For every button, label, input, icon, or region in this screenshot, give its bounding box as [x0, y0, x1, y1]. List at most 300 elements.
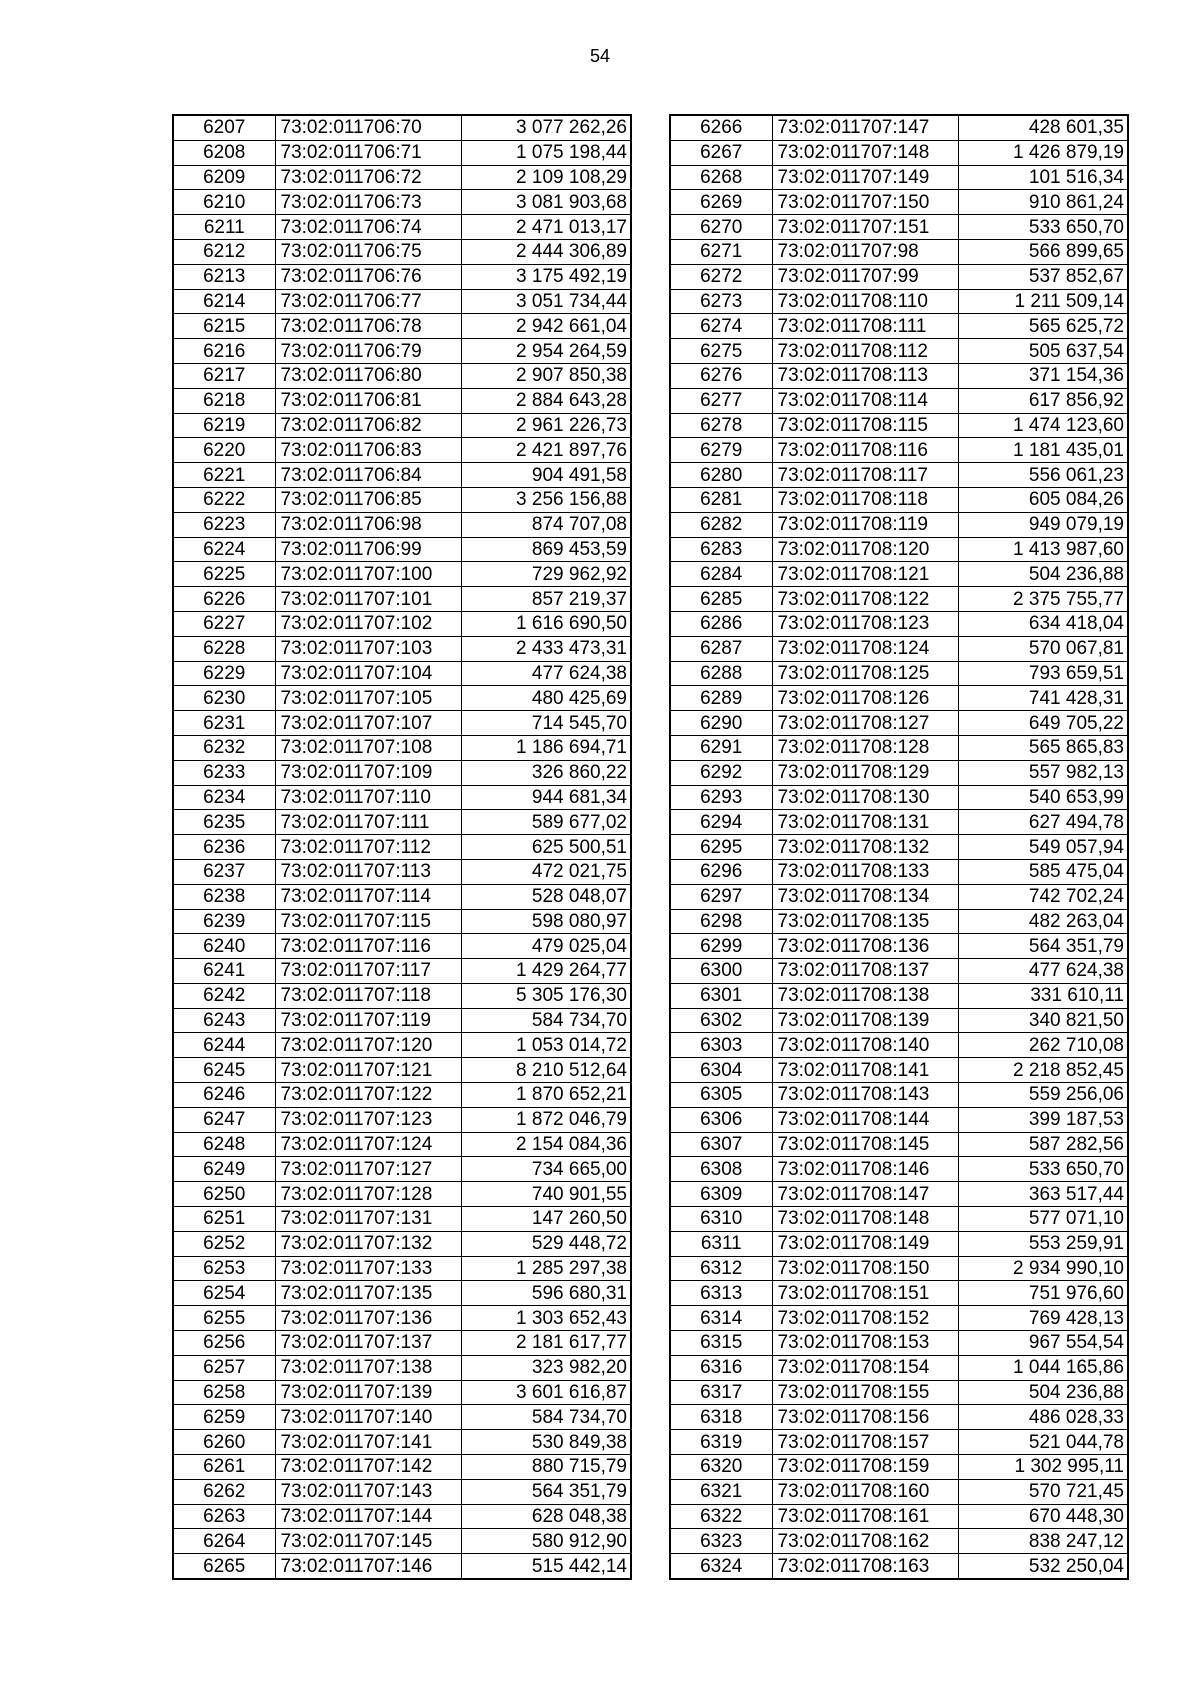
row-number-cell: 6244	[173, 1033, 275, 1058]
row-number-cell: 6217	[173, 363, 275, 388]
cadastral-number-cell: 73:02:011708:135	[772, 909, 958, 934]
value-cell: 8 210 512,64	[461, 1058, 631, 1083]
table-row	[670, 1455, 1128, 1480]
row-number-cell: 6224	[173, 537, 275, 562]
row-number-cell: 6226	[173, 587, 275, 612]
cadastral-number-cell: 73:02:011707:109	[275, 760, 461, 785]
cadastral-number-cell: 73:02:011706:81	[275, 388, 461, 413]
cadastral-number-cell: 73:02:011707:107	[275, 711, 461, 736]
table-row	[173, 1331, 631, 1356]
value-cell: 472 021,75	[461, 859, 631, 884]
value-cell: 504 236,88	[958, 1380, 1128, 1405]
cadastral-number-cell: 73:02:011707:123	[275, 1107, 461, 1132]
table-row	[173, 760, 631, 785]
cadastral-number-cell: 73:02:011706:83	[275, 438, 461, 463]
table-row	[670, 983, 1128, 1008]
cadastral-number-cell: 73:02:011706:82	[275, 413, 461, 438]
table-row	[670, 1058, 1128, 1083]
value-cell: 949 079,19	[958, 512, 1128, 537]
cadastral-number-cell: 73:02:011708:151	[772, 1281, 958, 1306]
table-row	[173, 190, 631, 215]
cadastral-number-cell: 73:02:011707:144	[275, 1504, 461, 1529]
cadastral-number-cell: 73:02:011707:133	[275, 1256, 461, 1281]
table-row	[670, 388, 1128, 413]
row-number-cell: 6269	[670, 190, 772, 215]
value-cell: 528 048,07	[461, 884, 631, 909]
table-row	[173, 1430, 631, 1455]
row-number-cell: 6282	[670, 512, 772, 537]
cadastral-number-cell: 73:02:011708:115	[772, 413, 958, 438]
cadastral-number-cell: 73:02:011706:77	[275, 289, 461, 314]
value-cell: 628 048,38	[461, 1504, 631, 1529]
cadastral-number-cell: 73:02:011707:124	[275, 1132, 461, 1157]
table-row	[173, 611, 631, 636]
cadastral-number-cell: 73:02:011707:113	[275, 859, 461, 884]
value-cell: 617 856,92	[958, 388, 1128, 413]
table-row	[173, 636, 631, 661]
cadastral-number-cell: 73:02:011707:148	[772, 140, 958, 165]
row-number-cell: 6230	[173, 686, 275, 711]
table-row	[670, 264, 1128, 289]
cadastral-number-cell: 73:02:011707:101	[275, 587, 461, 612]
value-cell: 566 899,65	[958, 239, 1128, 264]
value-cell: 262 710,08	[958, 1033, 1128, 1058]
row-number-cell: 6275	[670, 339, 772, 364]
cadastral-number-cell: 73:02:011707:114	[275, 884, 461, 909]
cadastral-number-cell: 73:02:011707:137	[275, 1331, 461, 1356]
cadastral-number-cell: 73:02:011707:132	[275, 1231, 461, 1256]
row-number-cell: 6207	[173, 115, 275, 140]
table-row	[173, 413, 631, 438]
row-number-cell: 6216	[173, 339, 275, 364]
table-row	[173, 1529, 631, 1554]
table-row	[670, 810, 1128, 835]
cadastral-number-cell: 73:02:011707:146	[275, 1554, 461, 1579]
cadastral-number-cell: 73:02:011707:98	[772, 239, 958, 264]
table-row	[173, 1058, 631, 1083]
table-row	[173, 1033, 631, 1058]
cadastral-number-cell: 73:02:011708:149	[772, 1231, 958, 1256]
page-number: 54	[589, 46, 611, 66]
table-row	[670, 1231, 1128, 1256]
table-row	[173, 165, 631, 190]
value-cell: 627 494,78	[958, 810, 1128, 835]
value-cell: 533 650,70	[958, 1157, 1128, 1182]
table-row	[173, 909, 631, 934]
table-row	[173, 884, 631, 909]
row-number-cell: 6257	[173, 1355, 275, 1380]
row-number-cell: 6240	[173, 934, 275, 959]
value-cell: 577 071,10	[958, 1207, 1128, 1232]
row-number-cell: 6214	[173, 289, 275, 314]
table-row	[173, 363, 631, 388]
row-number-cell: 6292	[670, 760, 772, 785]
row-number-cell: 6260	[173, 1430, 275, 1455]
cadastral-number-cell: 73:02:011707:150	[772, 190, 958, 215]
cadastral-number-cell: 73:02:011707:143	[275, 1479, 461, 1504]
table-row	[173, 239, 631, 264]
row-number-cell: 6231	[173, 711, 275, 736]
cadastral-number-cell: 73:02:011706:71	[275, 140, 461, 165]
row-number-cell: 6210	[173, 190, 275, 215]
value-cell: 1 872 046,79	[461, 1107, 631, 1132]
cadastral-number-cell: 73:02:011708:163	[772, 1554, 958, 1579]
table-row	[173, 537, 631, 562]
value-cell: 2 109 108,29	[461, 165, 631, 190]
cadastral-number-cell: 73:02:011706:73	[275, 190, 461, 215]
value-cell: 584 734,70	[461, 1405, 631, 1430]
cadastral-number-cell: 73:02:011708:148	[772, 1207, 958, 1232]
table-row	[173, 1306, 631, 1331]
cadastral-number-cell: 73:02:011707:151	[772, 215, 958, 240]
cadastral-number-cell: 73:02:011706:76	[275, 264, 461, 289]
cadastral-number-cell: 73:02:011708:137	[772, 959, 958, 984]
value-cell: 533 650,70	[958, 215, 1128, 240]
row-number-cell: 6209	[173, 165, 275, 190]
table-row	[670, 1107, 1128, 1132]
cadastral-number-cell: 73:02:011707:131	[275, 1207, 461, 1232]
cadastral-number-cell: 73:02:011706:80	[275, 363, 461, 388]
row-number-cell: 6256	[173, 1331, 275, 1356]
table-row	[173, 587, 631, 612]
table-row	[670, 1281, 1128, 1306]
table-row	[173, 859, 631, 884]
row-number-cell: 6319	[670, 1430, 772, 1455]
cadastral-number-cell: 73:02:011708:144	[772, 1107, 958, 1132]
row-number-cell: 6245	[173, 1058, 275, 1083]
value-cell: 1 285 297,38	[461, 1256, 631, 1281]
value-cell: 570 721,45	[958, 1479, 1128, 1504]
row-number-cell: 6320	[670, 1455, 772, 1480]
value-cell: 869 453,59	[461, 537, 631, 562]
table-row	[173, 1231, 631, 1256]
cadastral-number-cell: 73:02:011706:79	[275, 339, 461, 364]
row-number-cell: 6218	[173, 388, 275, 413]
cadastral-number-cell: 73:02:011708:117	[772, 463, 958, 488]
row-number-cell: 6268	[670, 165, 772, 190]
table-row	[670, 1331, 1128, 1356]
table-row	[670, 413, 1128, 438]
value-cell: 910 861,24	[958, 190, 1128, 215]
table-row	[173, 810, 631, 835]
row-number-cell: 6222	[173, 487, 275, 512]
value-cell: 625 500,51	[461, 835, 631, 860]
table-row	[670, 686, 1128, 711]
table-row	[670, 487, 1128, 512]
row-number-cell: 6310	[670, 1207, 772, 1232]
value-cell: 428 601,35	[958, 115, 1128, 140]
table-row	[670, 190, 1128, 215]
row-number-cell: 6302	[670, 1008, 772, 1033]
cadastral-number-cell: 73:02:011708:140	[772, 1033, 958, 1058]
row-number-cell: 6228	[173, 636, 275, 661]
cadastral-number-cell: 73:02:011706:70	[275, 115, 461, 140]
row-number-cell: 6259	[173, 1405, 275, 1430]
row-number-cell: 6208	[173, 140, 275, 165]
table-row	[173, 959, 631, 984]
cadastral-number-cell: 73:02:011708:119	[772, 512, 958, 537]
table-row	[670, 1083, 1128, 1108]
table-row	[173, 463, 631, 488]
cadastral-number-cell: 73:02:011708:150	[772, 1256, 958, 1281]
table-row	[173, 1132, 631, 1157]
cadastral-number-cell: 73:02:011708:123	[772, 611, 958, 636]
value-cell: 565 625,72	[958, 314, 1128, 339]
cadastral-number-cell: 73:02:011708:133	[772, 859, 958, 884]
table-row	[670, 562, 1128, 587]
table-row	[670, 735, 1128, 760]
value-cell: 734 665,00	[461, 1157, 631, 1182]
row-number-cell: 6296	[670, 859, 772, 884]
value-cell: 793 659,51	[958, 661, 1128, 686]
cadastral-number-cell: 73:02:011707:111	[275, 810, 461, 835]
value-cell: 1 426 879,19	[958, 140, 1128, 165]
cadastral-number-cell: 73:02:011708:124	[772, 636, 958, 661]
value-cell: 556 061,23	[958, 463, 1128, 488]
value-cell: 838 247,12	[958, 1529, 1128, 1554]
cadastral-number-cell: 73:02:011708:146	[772, 1157, 958, 1182]
value-cell: 585 475,04	[958, 859, 1128, 884]
table-row	[670, 115, 1128, 140]
cadastral-table-right	[669, 114, 1129, 1580]
row-number-cell: 6293	[670, 785, 772, 810]
value-cell: 714 545,70	[461, 711, 631, 736]
table-row	[670, 884, 1128, 909]
cadastral-number-cell: 73:02:011708:131	[772, 810, 958, 835]
table-row	[173, 1281, 631, 1306]
value-cell: 482 263,04	[958, 909, 1128, 934]
cadastral-number-cell: 73:02:011707:141	[275, 1430, 461, 1455]
row-number-cell: 6237	[173, 859, 275, 884]
row-number-cell: 6250	[173, 1182, 275, 1207]
value-cell: 2 154 084,36	[461, 1132, 631, 1157]
row-number-cell: 6278	[670, 413, 772, 438]
cadastral-number-cell: 73:02:011707:102	[275, 611, 461, 636]
cadastral-number-cell: 73:02:011707:104	[275, 661, 461, 686]
table-row	[670, 1132, 1128, 1157]
value-cell: 1 870 652,21	[461, 1083, 631, 1108]
cadastral-number-cell: 73:02:011706:78	[275, 314, 461, 339]
cadastral-number-cell: 73:02:011708:111	[772, 314, 958, 339]
cadastral-number-cell: 73:02:011708:112	[772, 339, 958, 364]
cadastral-number-cell: 73:02:011708:157	[772, 1430, 958, 1455]
cadastral-number-cell: 73:02:011708:162	[772, 1529, 958, 1554]
value-cell: 323 982,20	[461, 1355, 631, 1380]
table-row	[173, 983, 631, 1008]
value-cell: 596 680,31	[461, 1281, 631, 1306]
table-row	[670, 140, 1128, 165]
cadastral-number-cell: 73:02:011707:99	[772, 264, 958, 289]
table-row	[670, 239, 1128, 264]
row-number-cell: 6238	[173, 884, 275, 909]
cadastral-number-cell: 73:02:011707:115	[275, 909, 461, 934]
row-number-cell: 6249	[173, 1157, 275, 1182]
row-number-cell: 6322	[670, 1504, 772, 1529]
row-number-cell: 6270	[670, 215, 772, 240]
table-row	[173, 140, 631, 165]
table-row	[670, 636, 1128, 661]
cadastral-number-cell: 73:02:011708:141	[772, 1058, 958, 1083]
cadastral-number-cell: 73:02:011707:138	[275, 1355, 461, 1380]
cadastral-number-cell: 73:02:011708:160	[772, 1479, 958, 1504]
cadastral-number-cell: 73:02:011708:153	[772, 1331, 958, 1356]
value-cell: 967 554,54	[958, 1331, 1128, 1356]
table-row	[670, 1554, 1128, 1579]
value-cell: 1 303 652,43	[461, 1306, 631, 1331]
value-cell: 751 976,60	[958, 1281, 1128, 1306]
value-cell: 2 884 643,28	[461, 388, 631, 413]
value-cell: 147 260,50	[461, 1207, 631, 1232]
table-row	[173, 562, 631, 587]
cadastral-number-cell: 73:02:011708:113	[772, 363, 958, 388]
table-row	[670, 463, 1128, 488]
value-cell: 742 702,24	[958, 884, 1128, 909]
table-row	[173, 735, 631, 760]
row-number-cell: 6279	[670, 438, 772, 463]
row-number-cell: 6304	[670, 1058, 772, 1083]
cadastral-number-cell: 73:02:011707:105	[275, 686, 461, 711]
value-cell: 1 429 264,77	[461, 959, 631, 984]
row-number-cell: 6243	[173, 1008, 275, 1033]
table-row	[173, 1455, 631, 1480]
value-cell: 570 067,81	[958, 636, 1128, 661]
table-row	[670, 909, 1128, 934]
row-number-cell: 6312	[670, 1256, 772, 1281]
cadastral-number-cell: 73:02:011707:127	[275, 1157, 461, 1182]
table-row	[173, 115, 631, 140]
value-cell: 3 081 903,68	[461, 190, 631, 215]
row-number-cell: 6235	[173, 810, 275, 835]
value-cell: 587 282,56	[958, 1132, 1128, 1157]
row-number-cell: 6251	[173, 1207, 275, 1232]
value-cell: 371 154,36	[958, 363, 1128, 388]
row-number-cell: 6229	[173, 661, 275, 686]
row-number-cell: 6315	[670, 1331, 772, 1356]
value-cell: 904 491,58	[461, 463, 631, 488]
table-row	[670, 1207, 1128, 1232]
cadastral-number-cell: 73:02:011706:84	[275, 463, 461, 488]
value-cell: 2 954 264,59	[461, 339, 631, 364]
value-cell: 564 351,79	[958, 934, 1128, 959]
table-row	[670, 1157, 1128, 1182]
row-number-cell: 6213	[173, 264, 275, 289]
cadastral-number-cell: 73:02:011708:126	[772, 686, 958, 711]
value-cell: 634 418,04	[958, 611, 1128, 636]
row-number-cell: 6285	[670, 587, 772, 612]
table-row	[670, 1479, 1128, 1504]
value-cell: 670 448,30	[958, 1504, 1128, 1529]
row-number-cell: 6283	[670, 537, 772, 562]
row-number-cell: 6215	[173, 314, 275, 339]
table-row	[173, 1380, 631, 1405]
cadastral-number-cell: 73:02:011708:110	[772, 289, 958, 314]
row-number-cell: 6273	[670, 289, 772, 314]
cadastral-number-cell: 73:02:011707:142	[275, 1455, 461, 1480]
table-row	[173, 1504, 631, 1529]
table-row	[670, 1405, 1128, 1430]
row-number-cell: 6308	[670, 1157, 772, 1182]
value-cell: 1 044 165,86	[958, 1355, 1128, 1380]
cadastral-number-cell: 73:02:011706:98	[275, 512, 461, 537]
value-cell: 564 351,79	[461, 1479, 631, 1504]
row-number-cell: 6220	[173, 438, 275, 463]
table-row	[173, 1083, 631, 1108]
row-number-cell: 6221	[173, 463, 275, 488]
table-row	[173, 1405, 631, 1430]
row-number-cell: 6234	[173, 785, 275, 810]
table-row	[670, 1430, 1128, 1455]
row-number-cell: 6311	[670, 1231, 772, 1256]
cadastral-number-cell: 73:02:011707:149	[772, 165, 958, 190]
row-number-cell: 6232	[173, 735, 275, 760]
value-cell: 589 677,02	[461, 810, 631, 835]
table-row	[173, 835, 631, 860]
value-cell: 521 044,78	[958, 1430, 1128, 1455]
cadastral-number-cell: 73:02:011707:117	[275, 959, 461, 984]
cadastral-number-cell: 73:02:011708:130	[772, 785, 958, 810]
value-cell: 540 653,99	[958, 785, 1128, 810]
table-row	[670, 314, 1128, 339]
cadastral-number-cell: 73:02:011708:122	[772, 587, 958, 612]
table-row	[670, 711, 1128, 736]
table-row	[670, 661, 1128, 686]
value-cell: 557 982,13	[958, 760, 1128, 785]
cadastral-number-cell: 73:02:011707:139	[275, 1380, 461, 1405]
table-row	[670, 611, 1128, 636]
row-number-cell: 6271	[670, 239, 772, 264]
cadastral-number-cell: 73:02:011708:129	[772, 760, 958, 785]
value-cell: 3 077 262,26	[461, 115, 631, 140]
table-row	[173, 661, 631, 686]
value-cell: 874 707,08	[461, 512, 631, 537]
row-number-cell: 6305	[670, 1083, 772, 1108]
value-cell: 3 601 616,87	[461, 1380, 631, 1405]
row-number-cell: 6281	[670, 487, 772, 512]
cadastral-number-cell: 73:02:011707:147	[772, 115, 958, 140]
cadastral-number-cell: 73:02:011708:147	[772, 1182, 958, 1207]
cadastral-number-cell: 73:02:011708:154	[772, 1355, 958, 1380]
table-row	[173, 487, 631, 512]
cadastral-number-cell: 73:02:011708:132	[772, 835, 958, 860]
table-row	[173, 289, 631, 314]
value-cell: 1 474 123,60	[958, 413, 1128, 438]
row-number-cell: 6261	[173, 1455, 275, 1480]
value-cell: 340 821,50	[958, 1008, 1128, 1033]
value-cell: 880 715,79	[461, 1455, 631, 1480]
value-cell: 769 428,13	[958, 1306, 1128, 1331]
cadastral-number-cell: 73:02:011707:122	[275, 1083, 461, 1108]
cadastral-number-cell: 73:02:011707:116	[275, 934, 461, 959]
cadastral-number-cell: 73:02:011706:99	[275, 537, 461, 562]
table-row	[173, 388, 631, 413]
table-row	[670, 215, 1128, 240]
table-row	[173, 934, 631, 959]
row-number-cell: 6225	[173, 562, 275, 587]
table-row	[670, 1008, 1128, 1033]
row-number-cell: 6223	[173, 512, 275, 537]
row-number-cell: 6211	[173, 215, 275, 240]
table-row	[670, 537, 1128, 562]
table-row	[670, 835, 1128, 860]
row-number-cell: 6255	[173, 1306, 275, 1331]
value-cell: 480 425,69	[461, 686, 631, 711]
row-number-cell: 6309	[670, 1182, 772, 1207]
cadastral-number-cell: 73:02:011708:145	[772, 1132, 958, 1157]
row-number-cell: 6324	[670, 1554, 772, 1579]
value-cell: 605 084,26	[958, 487, 1128, 512]
row-number-cell: 6252	[173, 1231, 275, 1256]
cadastral-number-cell: 73:02:011707:112	[275, 835, 461, 860]
